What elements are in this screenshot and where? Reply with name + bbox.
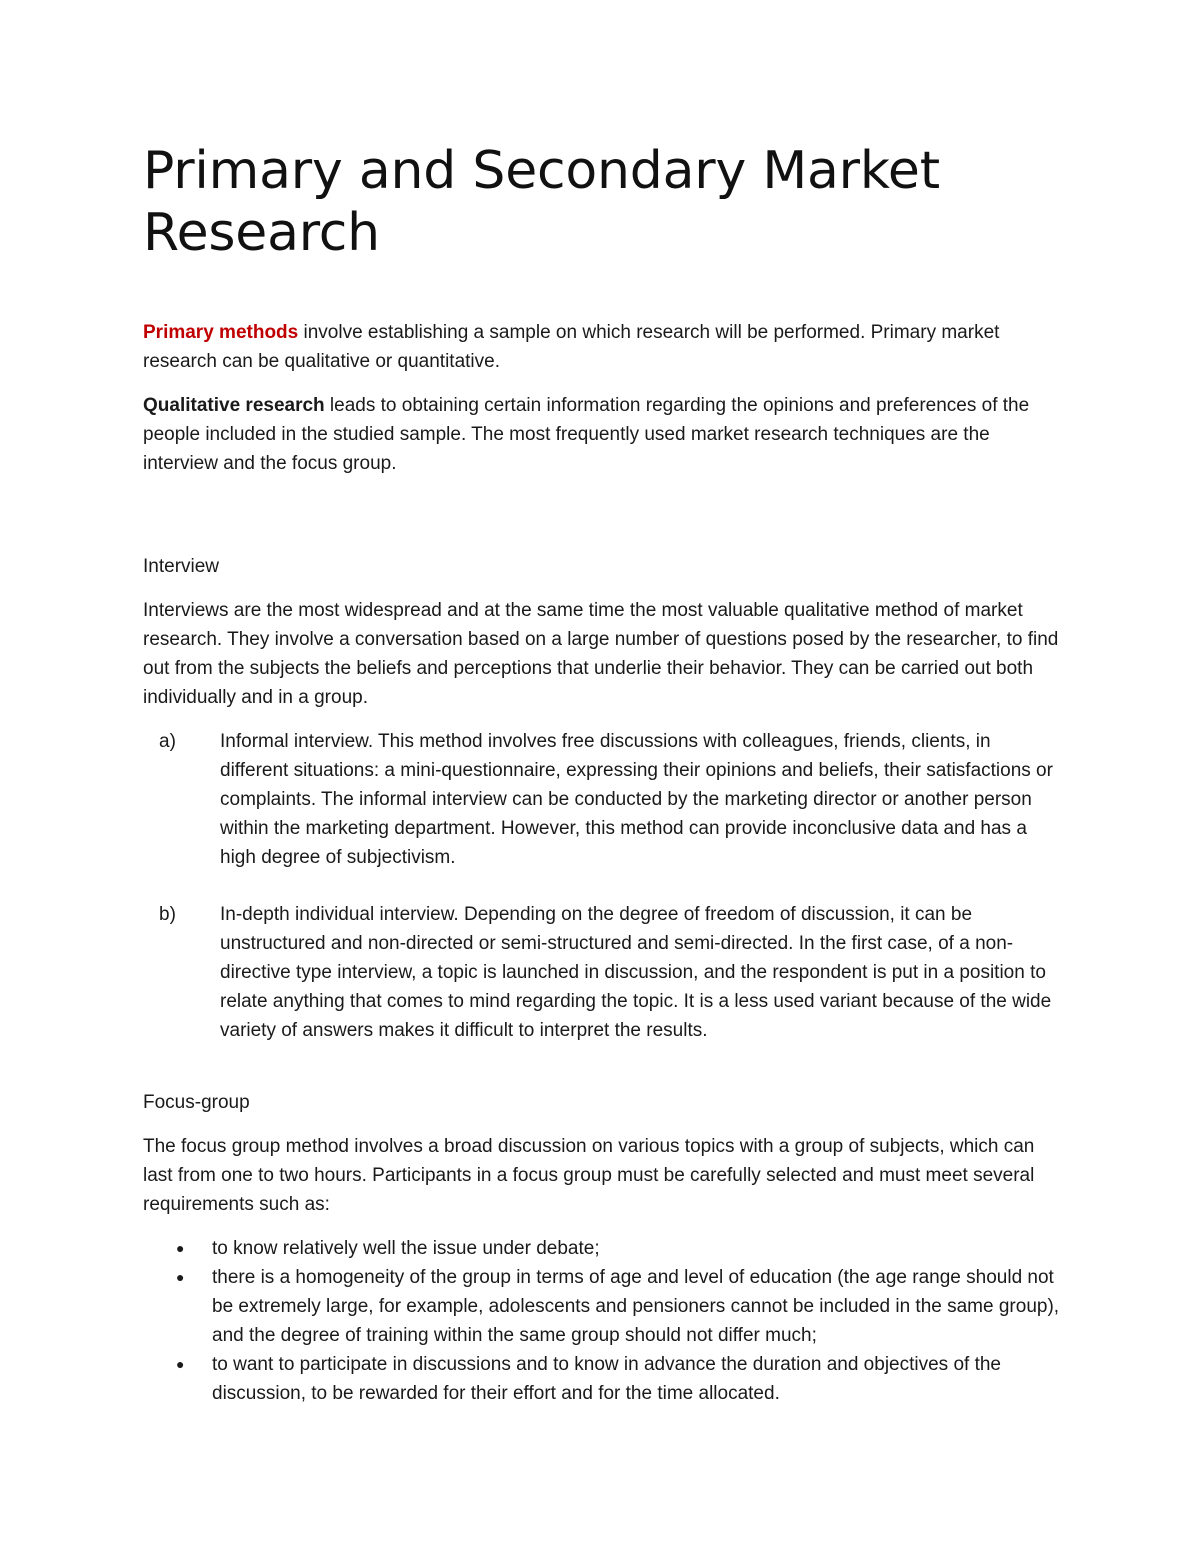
intro-paragraph — [143, 318, 1063, 376]
list-item-text: to want to participate in discussions and to know in advance the duration and objectives of the discussion, to be rewarded for their effort and for the time allocated. — [212, 1354, 1001, 1404]
list-marker: b) — [159, 904, 176, 925]
focus-group-heading: Focus-group — [143, 1092, 250, 1113]
list-item-text: there is a homogeneity of the group in terms of age and level of education (the age range should not be extremely large, for example, adolescents and pensioners cannot be included in the same group), and the degree of training within the same group should not differ much; — [212, 1267, 1060, 1346]
list-item — [143, 900, 1063, 1045]
qualitative-research-lead: Qualitative research — [143, 395, 325, 416]
list-item — [143, 727, 1063, 872]
interview-heading: Interview — [143, 556, 220, 577]
list-item — [143, 1234, 1063, 1263]
document-body — [143, 140, 1063, 1408]
list-item-text: In-depth individual interview. Depending on the degree of freedom of discussion, it can be unstructured and non-directed or semi-structured and semi-directed. In the first case, of a non-directive type interview, a topic is launched in discussion, and the respondent is put in a position to relate anything that comes to mind regarding the topic. It is a less used variant because of the wide variety of answers makes it difficult to interpret the results. — [220, 904, 1052, 1041]
list-item-text: to know relatively well the issue under debate; — [212, 1238, 600, 1259]
bullet-icon: ● — [176, 1240, 185, 1256]
list-marker: a) — [159, 731, 176, 752]
intro-text: involve establishing a sample on which research will be performed. Primary market research can be qualitative or quantitative. — [143, 322, 1000, 372]
list-item — [143, 1263, 1063, 1350]
requirements-list — [143, 1234, 1063, 1408]
primary-methods-lead: Primary methods — [143, 322, 299, 343]
qualitative-text: leads to obtaining certain information regarding the opinions and preferences of the people included in the studied sample. The most frequently used market research techniques are the interview and the focus group. — [143, 395, 1030, 474]
bullet-icon: ● — [176, 1269, 185, 1285]
interview-paragraph: Interviews are the most widespread and at the same time the most valuable qualitative method of market research. They involve a conversation based on a large number of questions posed by the researcher, to find out from the subjects the beliefs and perceptions that underlie their behavior. They can be carried out both individually and in a group. — [143, 600, 1059, 708]
list-item-text: Informal interview. This method involves free discussions with colleagues, friends, clients, in different situations: a mini-questionnaire, expressing their opinions and beliefs, their satisfactions or complaints. The informal interview can be conducted by the marketing director or another person within the marketing department. However, this method can provide inconclusive data and has a high degree of subjectivism. — [220, 731, 1053, 868]
qualitative-paragraph — [143, 391, 1063, 478]
list-item — [143, 1350, 1063, 1408]
bullet-icon: ● — [176, 1356, 185, 1372]
interview-types-list — [143, 727, 1063, 1045]
document-title: Primary and Secondary Market Research — [143, 141, 940, 263]
focus-group-paragraph: The focus group method involves a broad discussion on various topics with a group of subjects, which can last from one to two hours. Participants in a focus group must be carefully selected and must meet several requirements such as: — [143, 1136, 1035, 1215]
